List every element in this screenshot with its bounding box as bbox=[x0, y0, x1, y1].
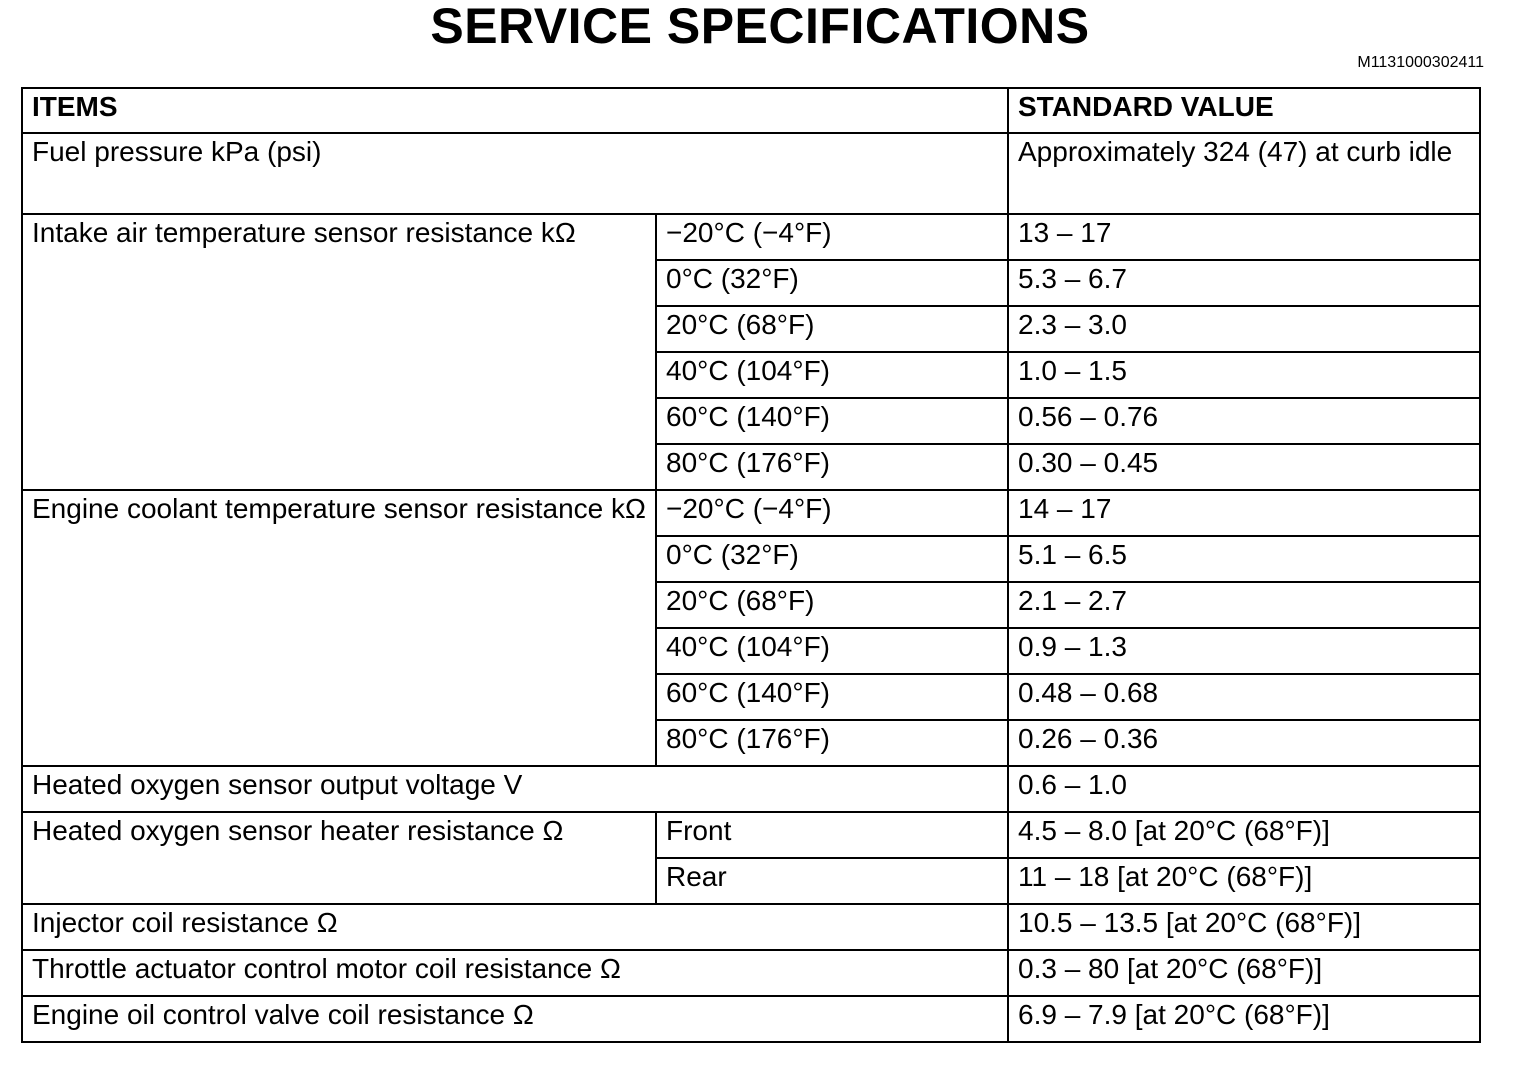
item-label-intake-air-temp: Intake air temperature sensor resistance kΩ bbox=[22, 214, 656, 490]
condition-cell: 80°C (176°F) bbox=[656, 444, 1008, 490]
value-cell: 5.3 – 6.7 bbox=[1008, 260, 1480, 306]
value-cell: 2.3 – 3.0 bbox=[1008, 306, 1480, 352]
condition-cell: Rear bbox=[656, 858, 1008, 904]
table-row bbox=[22, 996, 1480, 1042]
value-fuel-pressure: Approximately 324 (47) at curb idle bbox=[1008, 133, 1480, 214]
page-title: SERVICE SPECIFICATIONS bbox=[430, 0, 1090, 54]
column-header-items: ITEMS bbox=[22, 88, 1008, 133]
item-label-injector-coil: Injector coil resistance Ω bbox=[22, 904, 1008, 950]
column-header-standard-value: STANDARD VALUE bbox=[1008, 88, 1480, 133]
table-row bbox=[22, 490, 1480, 536]
condition-cell: 0°C (32°F) bbox=[656, 260, 1008, 306]
value-cell: 0.56 – 0.76 bbox=[1008, 398, 1480, 444]
value-cell: 11 – 18 [at 20°C (68°F)] bbox=[1008, 858, 1480, 904]
value-cell: 0.30 – 0.45 bbox=[1008, 444, 1480, 490]
table-row bbox=[22, 766, 1480, 812]
condition-cell: 60°C (140°F) bbox=[656, 674, 1008, 720]
service-specifications-table bbox=[21, 87, 1481, 1043]
table-row bbox=[22, 133, 1480, 214]
condition-cell: 20°C (68°F) bbox=[656, 306, 1008, 352]
item-label-ho2s-heater: Heated oxygen sensor heater resistance Ω bbox=[22, 812, 656, 904]
value-cell: 1.0 – 1.5 bbox=[1008, 352, 1480, 398]
item-label-fuel-pressure: Fuel pressure kPa (psi) bbox=[22, 133, 1008, 214]
condition-cell: −20°C (−4°F) bbox=[656, 214, 1008, 260]
value-cell: 2.1 – 2.7 bbox=[1008, 582, 1480, 628]
value-cell: 14 – 17 bbox=[1008, 490, 1480, 536]
value-ho2s-output: 0.6 – 1.0 bbox=[1008, 766, 1480, 812]
table-row bbox=[22, 214, 1480, 260]
item-label-oil-control-valve-coil: Engine oil control valve coil resistance Ω bbox=[22, 996, 1008, 1042]
document-code: M1131000302411 bbox=[1357, 54, 1484, 71]
condition-cell: Front bbox=[656, 812, 1008, 858]
table-row bbox=[22, 812, 1480, 858]
value-cell: 0.9 – 1.3 bbox=[1008, 628, 1480, 674]
condition-cell: 20°C (68°F) bbox=[656, 582, 1008, 628]
value-cell: 0.26 – 0.36 bbox=[1008, 720, 1480, 766]
value-cell: 13 – 17 bbox=[1008, 214, 1480, 260]
condition-cell: 0°C (32°F) bbox=[656, 536, 1008, 582]
value-cell: 4.5 – 8.0 [at 20°C (68°F)] bbox=[1008, 812, 1480, 858]
item-label-throttle-motor-coil: Throttle actuator control motor coil resistance Ω bbox=[22, 950, 1008, 996]
table-header-row bbox=[22, 88, 1480, 133]
condition-cell: −20°C (−4°F) bbox=[656, 490, 1008, 536]
condition-cell: 40°C (104°F) bbox=[656, 628, 1008, 674]
condition-cell: 60°C (140°F) bbox=[656, 398, 1008, 444]
value-cell: 0.48 – 0.68 bbox=[1008, 674, 1480, 720]
value-cell: 5.1 – 6.5 bbox=[1008, 536, 1480, 582]
value-throttle-motor-coil: 0.3 – 80 [at 20°C (68°F)] bbox=[1008, 950, 1480, 996]
value-injector-coil: 10.5 – 13.5 [at 20°C (68°F)] bbox=[1008, 904, 1480, 950]
condition-cell: 80°C (176°F) bbox=[656, 720, 1008, 766]
item-label-engine-coolant-temp: Engine coolant temperature sensor resistance kΩ bbox=[22, 490, 656, 766]
table-row bbox=[22, 904, 1480, 950]
condition-cell: 40°C (104°F) bbox=[656, 352, 1008, 398]
value-oil-control-valve-coil: 6.9 – 7.9 [at 20°C (68°F)] bbox=[1008, 996, 1480, 1042]
item-label-ho2s-output: Heated oxygen sensor output voltage V bbox=[22, 766, 1008, 812]
table-row bbox=[22, 950, 1480, 996]
